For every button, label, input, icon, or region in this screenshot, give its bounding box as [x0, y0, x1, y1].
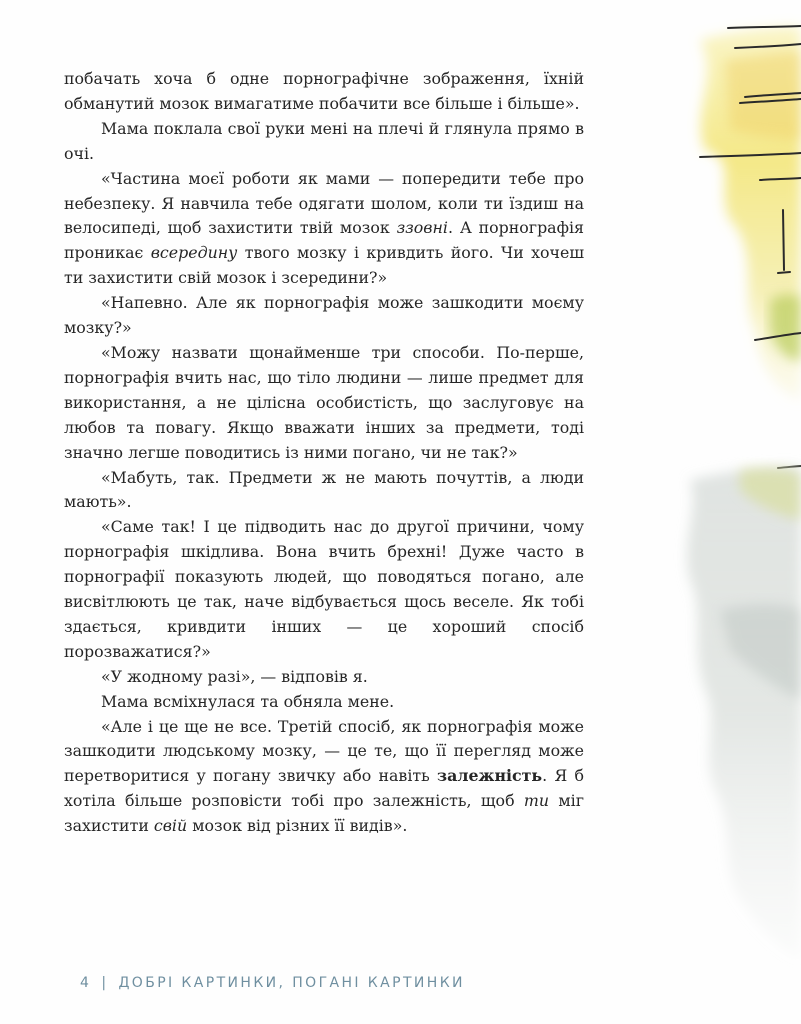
paragraph [64, 665, 584, 690]
book-title: ДОБРІ КАРТИНКИ, ПОГАНІ КАРТИНКИ [118, 975, 465, 991]
emphasis-text: всередину [150, 243, 238, 263]
paragraph-text: «Частина моєї роботи як мами — попередити тебе про небезпеку. Я навчила тебе одягати шолом, коли ти їздиш на велосипеді, щоб захистити твій мозок [64, 168, 584, 238]
footer-separator: | [101, 975, 109, 991]
paragraph-text: «Але і це ще не все. Третій спосіб, як порнографія може зашкодити людському мозку, — це те, що її перегляд може перетворитися у погану звичку або навіть [64, 716, 584, 786]
paragraph-text: міг захистити [64, 791, 585, 836]
page-number: 4 [80, 975, 92, 991]
paragraph [64, 466, 584, 516]
paragraph [64, 117, 584, 167]
paragraph-text: Мама всміхнулася та обняла мене. [101, 691, 395, 711]
paragraph [64, 167, 584, 292]
emphasis-text: свій [153, 816, 188, 836]
paragraph-text: «У жодному разі», — відповів я. [101, 666, 368, 686]
emphasis-text: ти [523, 791, 550, 811]
paragraph [64, 67, 584, 117]
bold-term: залежність [437, 766, 543, 786]
paragraph-text: «Мабуть, так. Предмети ж не мають почуттів, а люди мають». [64, 467, 584, 512]
paragraph [64, 690, 584, 715]
paragraph-text: . А порнографія проникає [64, 218, 584, 263]
paragraph-text: мозок від різних її видів». [187, 816, 408, 836]
paragraph-text: «Напевно. Але як порнографія може зашкодити моєму мозку?» [64, 293, 584, 338]
paragraph-text: побачать хоча б одне порнографічне зображення, їхній обманутий мозок вимагатиме побачити все більше і більше». [64, 69, 584, 113]
running-footer [80, 975, 465, 991]
gray-wash [687, 467, 801, 960]
paragraph-text: «Можу назвати щонайменше три способи. По-перше, порнографія вчить нас, що тіло людини — лише предмет для використання, а не цілісна особистість, що заслуговує на любов та повагу. Якщо вважати інших за предмети, тоді значно легше поводитись із ними погано, чи не так?» [64, 342, 584, 462]
paragraph [64, 715, 584, 840]
paragraph [64, 291, 584, 341]
paragraph-text: твого мозку і кривдить його. Чи хочеш ти захистити свій мозок і зсередини?» [64, 243, 585, 288]
body-text [64, 67, 584, 839]
paragraph [64, 341, 584, 466]
paragraph [64, 515, 584, 664]
emphasis-text: ззовні [396, 218, 448, 238]
paragraph-text: . Я б хотіла більше розповісти тобі про залежність, щоб [64, 766, 584, 811]
paragraph-text: Мама поклала свої руки мені на плечі й глянула прямо в очі. [64, 118, 584, 163]
paragraph-text: «Саме так! І це підводить нас до другої причини, чому порнографія шкідлива. Вона вчить брехні! Дуже часто в порнографії показують людей, що поводяться погано, але висвітлюють це так, наче відбувається щось веселе. Як тобі здається, кривдити інших — це хороший спосіб порозважатися?» [64, 517, 584, 661]
